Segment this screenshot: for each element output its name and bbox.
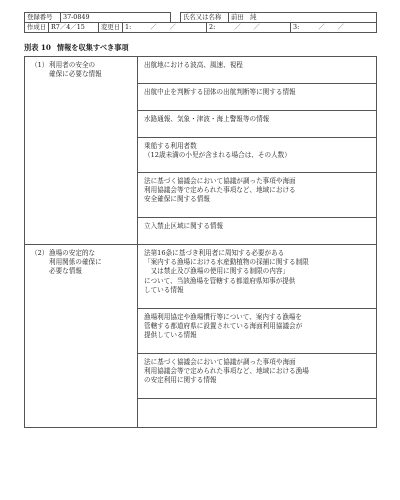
category-number: （2） [31,249,49,257]
info-item: 出航地における波高、風速、視程 [138,57,377,84]
info-item: 出航中止を判断する団体の出航判断等に関する情報 [138,84,377,111]
info-item: 法に基づく協議会において協議が調った事項や海面 利用協議会等で定められた事項など、地域における漁場 の安定利用に関する情報 [138,354,377,399]
info-item: 法に基づく協議会において協議が調った事項や海面 利用協議会等で定められた事項など、地域における 安全確保に関する情報 [138,173,377,218]
info-item: 水路通報、気象・津波・海上警報等の情報 [138,111,377,138]
created-date-label: 作成日 [25,23,49,33]
category-cell-2 [25,245,138,428]
category-number: （1） [31,61,49,69]
section-number: 別表 10 [24,43,51,52]
category-label: 利用者の安全の 確保に必要な情報 [49,61,102,79]
changed-date-1: 1: ／ ／ [123,23,207,33]
info-item: 立入禁止区域に関する情報 [138,218,377,245]
info-item: 乗船する利用者数 （12歳未満の小児が含まれる場合は、その人数） [138,138,377,173]
reg-number-value: 37-0849 [61,13,171,23]
changed-date-2: 2: ／ ／ [207,23,291,33]
changed-date-3: 3: ／ ／ [291,23,377,33]
name-label: 氏名又は名称 [181,13,229,23]
info-item-empty [138,399,377,428]
header-spacer [171,13,181,23]
section-heading [24,43,376,53]
header-date-table [24,22,377,33]
document-page [24,12,376,428]
category-label: 漁場の安定的な 利用関係の確保に 必要な情報 [49,249,102,276]
reg-number-label: 登録番号 [25,13,61,23]
info-table [24,56,377,428]
info-item: 漁場利用協定や漁場慣行等について、案内する漁場を 管轄する都道府県に設置されている海面利用協議会が 提供している情報 [138,309,377,354]
name-value: 前田 純 [229,13,377,23]
section-title: 情報を収集すべき事項 [56,43,129,52]
info-item: 法第16条に基づき利用者に周知する必要がある 「案内する漁場における水産動植物の採捕に関する制限 又は禁止及び漁場の使用に関する制限の内容」 について、当該漁場を管轄する都道府県知事が提供 している情報 [138,245,377,309]
changed-date-label: 変更日 [99,23,123,33]
created-date-value: R7／4／15 [49,23,99,33]
category-cell-1 [25,57,138,245]
